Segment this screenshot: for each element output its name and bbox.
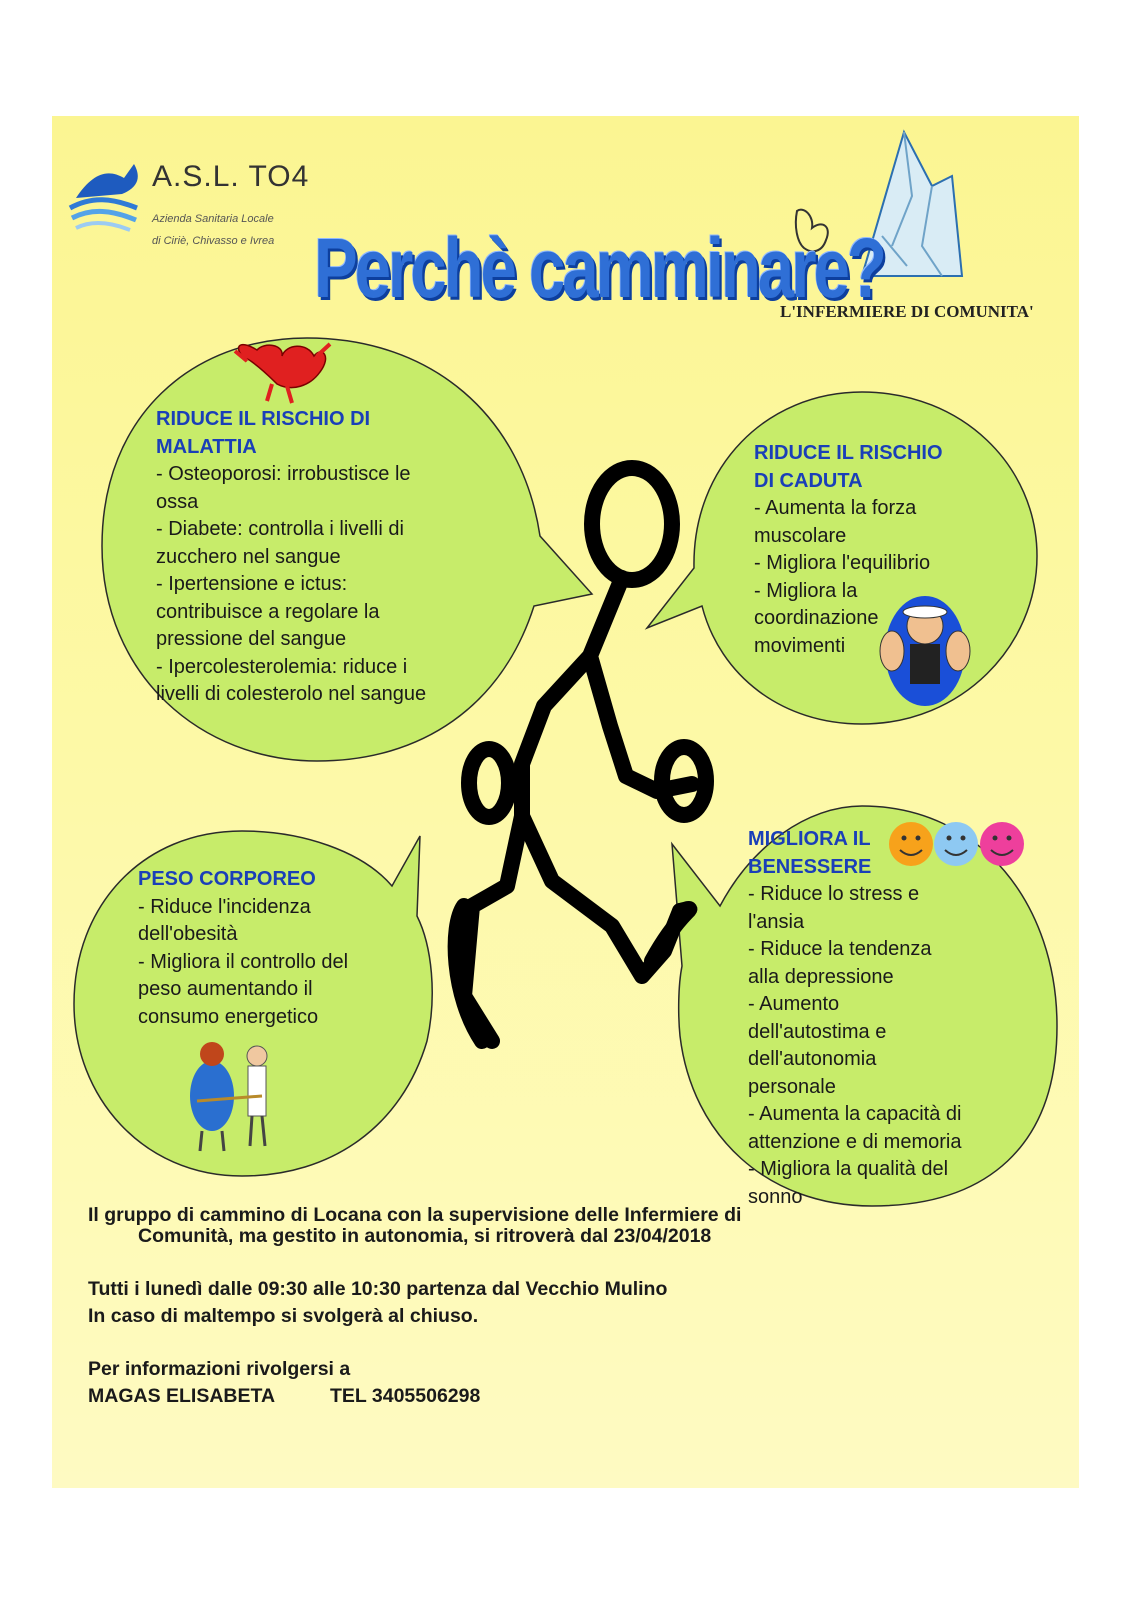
bubble-caduta-title: RIDUCE IL RISCHIO DI CADUTA bbox=[754, 442, 943, 492]
bubble-malattia-line: - Ipercolesterolemia: riduce i livelli di colesterolo nel sangue bbox=[156, 655, 427, 705]
bubble-caduta-line: - Migliora la coordinazione movimenti bbox=[754, 579, 879, 657]
footer-line-4: In caso di maltempo si svolgerà al chiuso. bbox=[88, 1305, 479, 1327]
bubble-benessere-line: - Aumento dell'autostima e dell'autonomia personale bbox=[748, 993, 887, 1098]
bubble-caduta-text bbox=[754, 440, 954, 660]
bubble-malattia-title: RIDUCE IL RISCHIO DI MALATTIA bbox=[156, 408, 371, 458]
bubble-benessere-line: - Riduce la tendenza alla depressione bbox=[748, 938, 932, 988]
bubble-caduta-line: - Aumenta la forza muscolare bbox=[754, 497, 917, 547]
poster bbox=[52, 116, 1079, 1488]
bubble-peso-line: - Migliora il controllo del peso aumentando il consumo energetico bbox=[138, 950, 349, 1028]
bubble-peso-line: - Riduce l'incidenza dell'obesità bbox=[138, 895, 311, 945]
bubble-peso-text bbox=[138, 866, 350, 1031]
bubble-benessere-line: - Migliora la qualità del sonno bbox=[748, 1158, 949, 1208]
footer-line-2: Comunità, ma gestito in autonomia, si ritroverà dal 23/04/2018 bbox=[138, 1225, 712, 1247]
bubble-benessere-line: - Aumenta la capacità di attenzione e di memoria bbox=[748, 1103, 962, 1153]
contact-tel: TEL 3405506298 bbox=[330, 1385, 481, 1407]
contact-name: MAGAS ELISABETA bbox=[88, 1385, 276, 1407]
footer-line-3: Tutti i lunedì dalle 09:30 alle 10:30 partenza dal Vecchio Mulino bbox=[88, 1278, 668, 1300]
infermiere-logo-label: L'INFERMIERE DI COMUNITA' bbox=[780, 302, 1034, 321]
bubble-malattia-line: - Ipertensione e ictus: contribuisce a regolare la pressione del sangue bbox=[156, 573, 380, 650]
bubble-caduta-line: - Migliora l'equilibrio bbox=[754, 552, 931, 574]
main-title: Perchè camminare? bbox=[314, 221, 884, 315]
bubble-malattia-line: - Diabete: controlla i livelli di zucchero nel sangue bbox=[156, 518, 404, 568]
wave-icon bbox=[70, 164, 138, 230]
footer-line-1: Il gruppo di cammino di Locana con la supervisione delle Infermiere di bbox=[88, 1204, 742, 1226]
bubble-benessere-title: MIGLIORA IL BENESSERE bbox=[748, 828, 872, 878]
bubble-benessere-line: - Riduce lo stress e l'ansia bbox=[748, 883, 920, 933]
footer-line-5: Per informazioni rivolgersi a bbox=[88, 1358, 351, 1380]
asl-logo-subtitle: Azienda Sanitaria Locale di Ciriè, Chivasso e Ivrea bbox=[152, 213, 275, 247]
bubble-malattia-line: - Osteoporosi: irrobustisce le ossa bbox=[156, 463, 411, 513]
bubble-peso-title: PESO CORPOREO bbox=[138, 868, 316, 890]
asl-logo-title: A.S.L. TO4 bbox=[152, 160, 310, 193]
bubble-benessere-text bbox=[748, 826, 996, 1211]
bubble-malattia-text bbox=[156, 406, 456, 709]
